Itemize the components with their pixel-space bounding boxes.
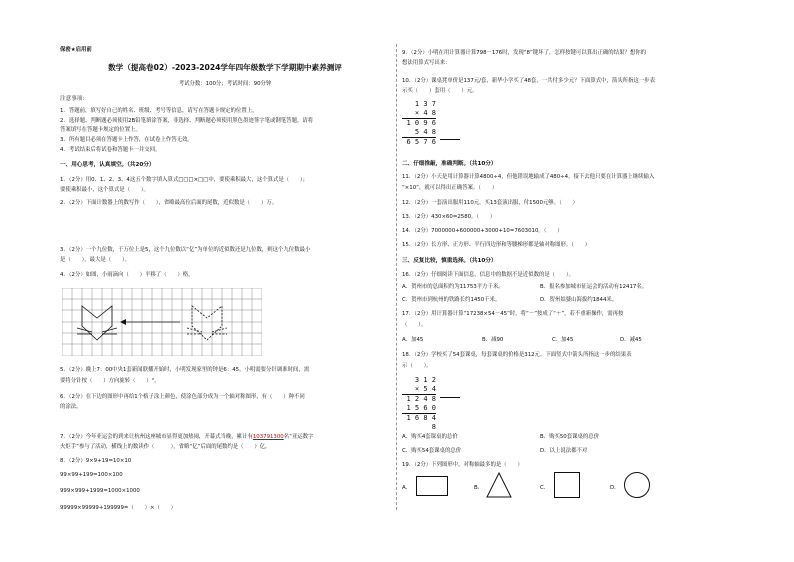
mul1-row-2: × 4 8 xyxy=(414,109,436,117)
mul1-row-1: 1 3 7 xyxy=(414,100,436,108)
multiplication-137x48 xyxy=(402,100,436,147)
section-2-heading: 二、仔细推敲，准确判断。（共10分） xyxy=(402,161,497,167)
translation-grid-figure xyxy=(62,288,262,356)
question-7 xyxy=(60,432,390,440)
exam-info: 考试分数：100分；考试时间：90分钟 xyxy=(178,81,272,87)
mul2-arrow xyxy=(440,397,460,398)
question-17: 17．（2分）用计算器计算“17238×54－45”时，将“－”按成了“＋”，若不重新操作，需再按 xyxy=(402,311,624,317)
mul1-arrow xyxy=(440,139,460,140)
mul2-row-2: × 5 4 xyxy=(414,385,436,393)
triangle-shape xyxy=(486,472,512,498)
mul2-row-4: 1 5 6 0 xyxy=(406,404,436,412)
exam-title: 数学（提高卷02）-2023-2024学年四年级数学下学期期中素养测评 xyxy=(108,63,342,72)
question-10: 10．（2分）课桌凳单价是137元/套，新华小学买了48套，一共付多少元？下面算式中，箭头所指这一步表 xyxy=(402,78,655,84)
column-divider xyxy=(396,44,397,510)
question-9: 9．（2分）小明在用计算器计算798－176时，发现“8”键坏了，怎样按键可以算出正确的结果？想你的 xyxy=(402,50,646,56)
question-11: 11．（2分）小天是用计算器计算4800÷4，但他错误地输成了480÷4，接下去他只要在计算器上继续输入 xyxy=(402,174,655,180)
square-shape xyxy=(554,472,580,498)
mul2-row-5: 1 6 8 4 8 xyxy=(406,414,436,431)
notice-2b: 答案填写在答题卡规定的位置上。 xyxy=(60,127,141,133)
mul2-row-1: 3 1 2 xyxy=(414,376,436,384)
q16-option-c: C．贺州市到杭州的铁路长约1450千米。 xyxy=(402,297,501,303)
question-8-line-3: 99999×99999+199999=（ ）×（ ） xyxy=(60,505,177,511)
q17-option-a: A．加45 xyxy=(402,337,424,343)
mul2-row-3: 1 2 4 8 xyxy=(406,395,436,403)
question-11b: “×10”，就可以得出正确答案。（ ） xyxy=(402,185,498,191)
question-8: 8．（2分）9×9+19=10×10 xyxy=(60,458,132,464)
notice-3: 3．所有题目必须在答题卡上作答，在试卷上作答无效。 xyxy=(60,137,193,143)
question-12: 12．（2分）一套演出服用110元，买13套演出服，付1500元够。（ ） xyxy=(402,200,578,206)
question-18b: 示（ ）。 xyxy=(402,363,432,369)
question-14: 14．（2分）7000000+600000+3000+10=7603010。（ ） xyxy=(402,228,563,234)
question-7-text-b: 名“亚运数字 xyxy=(283,434,314,440)
notice-title: 注意事项： xyxy=(60,96,88,102)
q16-option-b: B．报名参加城市征运会的活动有12417名。 xyxy=(540,284,648,290)
section-3-heading: 三、反复比较，慎重选择。（共10分） xyxy=(402,258,497,264)
question-19: 19．（2分）下列图形中，对称轴最多的是（ ） xyxy=(402,462,523,468)
q16-option-a: A．贺州市的总面积约为11753平方千米。 xyxy=(402,284,504,290)
question-5b: 要将分针按（ ）方向旋转（ ）°。 xyxy=(60,378,160,384)
question-16: 16．（2分）仔细阅读下面信息，信息中的数据不是近似数的是（ ）。 xyxy=(402,272,574,278)
notice-2: 2．选择题、判断题必须使用2B铅笔填涂答案，非选择、判断题必须使用黑色墨迹签字笔或钢笔答题，请将 xyxy=(60,118,314,124)
secret-label: 保密★启用前 xyxy=(60,47,92,53)
notice-1: 1．答题前，填写好自己的姓名、班级、考号等信息，请写在答题卡规定的位置上。 xyxy=(60,108,258,114)
question-7-number: 103791300 xyxy=(252,434,284,440)
question-8-line-2: 999×999+1999=1000×1000 xyxy=(60,488,140,494)
question-1b: 要使乘积最小，这个算式是（ ）。 xyxy=(60,187,149,193)
solid-heart-shape xyxy=(77,306,117,340)
dashed-heart-shape xyxy=(187,306,227,340)
notice-4: 4．考试结束后将试卷和答题卡一并交回。 xyxy=(60,147,161,153)
mul1-row-4: 5 4 8 xyxy=(414,128,436,136)
question-13: 13．（2分）430×60=2580。（ ） xyxy=(402,214,496,220)
multiplication-312x54 xyxy=(402,376,436,432)
question-3: 3．（2分）一个九位数，千万位上是5，这个九位数以“亿”为单位的近似数还是九位数，则这个九位数最小 xyxy=(60,247,311,253)
question-18: 18．（2分）学校买了54套课桌，每套课桌的价格是312元。下面竖式中箭头所指这一步的结果表 xyxy=(402,352,632,358)
q18-option-b: B．购买50套课桌的总价 xyxy=(540,434,600,440)
mul1-row-5: 6 5 7 6 xyxy=(406,138,436,146)
question-9b: 想法用算式写出来： xyxy=(402,60,451,66)
q18-option-c: C．购买54套课桌的总价 xyxy=(402,448,462,454)
q19-option-c: C． xyxy=(540,485,550,491)
section-1-heading: 一、用心思考，认真填空。（共20分） xyxy=(60,162,155,168)
q18-option-d: D．以上说法都不对 xyxy=(540,448,588,454)
q17-option-d: D．减45 xyxy=(620,337,642,343)
q17-option-c: C．加45 xyxy=(552,337,574,343)
question-17b: （ ）。 xyxy=(402,322,427,328)
q19-option-d: D． xyxy=(610,485,620,491)
rectangle-shape xyxy=(416,476,448,496)
question-15: 15．（2分）长方形、正方形、平行四边形和等腰梯形都是轴对称图形。（ ） xyxy=(402,242,591,248)
question-1: 1．（2分）用0、1、2、3、4这五个数字填入算式□□□×□□中，要使乘积最大，这个算式是（ ）； xyxy=(60,177,309,183)
q16-option-d: D．贺州姑婆山海拔约1844米。 xyxy=(540,297,618,303)
q17-option-b: B．减90 xyxy=(482,337,504,343)
question-2: 2．（2分）下面计数器上的数写作（ ），省略最高位后面的尾数，近似数是（ ）万。 xyxy=(60,200,278,206)
question-3b: 是（ ），最大是（ ）。 xyxy=(60,257,131,263)
mul1-row-3: 1 0 9 6 xyxy=(406,119,436,127)
question-6b: 的涂法。 xyxy=(60,404,82,410)
question-7-text: 7．（2分）今年亚运会的到来让杭州这座城市显得更加热闹，开幕式当晚，累计有 xyxy=(60,434,253,440)
question-4: 4．（2分）如图，小雨滴向（ ）平移了（ ）格。 xyxy=(60,272,194,278)
question-6: 6．（2分）在下边的图形中再给1个格子涂上颜色，使涂色部分成为一个轴对称图形，有（ ）种不同 xyxy=(60,394,305,400)
question-10b: 示买（ ）套用（ ）元。 xyxy=(402,88,478,94)
question-8-line-1: 99×99+199=100×100 xyxy=(60,472,123,478)
question-5: 5．（2分）晚上7：00中央1套新闻联播开始时，小明发现家里的钟是6：45，小明需要分针调准时间，需 xyxy=(60,367,310,373)
q18-option-a: A．购买4套课桌的总价 xyxy=(402,434,458,440)
question-7c: 火炬手”参与了活动，横线上的数读作（ ），省略“亿”后面的尾数约是（ ）亿。 xyxy=(60,444,271,450)
translation-arrow-head xyxy=(120,319,126,325)
circle-shape xyxy=(624,472,650,498)
q19-option-a: A． xyxy=(402,485,412,491)
q19-option-b: B． xyxy=(474,485,484,491)
